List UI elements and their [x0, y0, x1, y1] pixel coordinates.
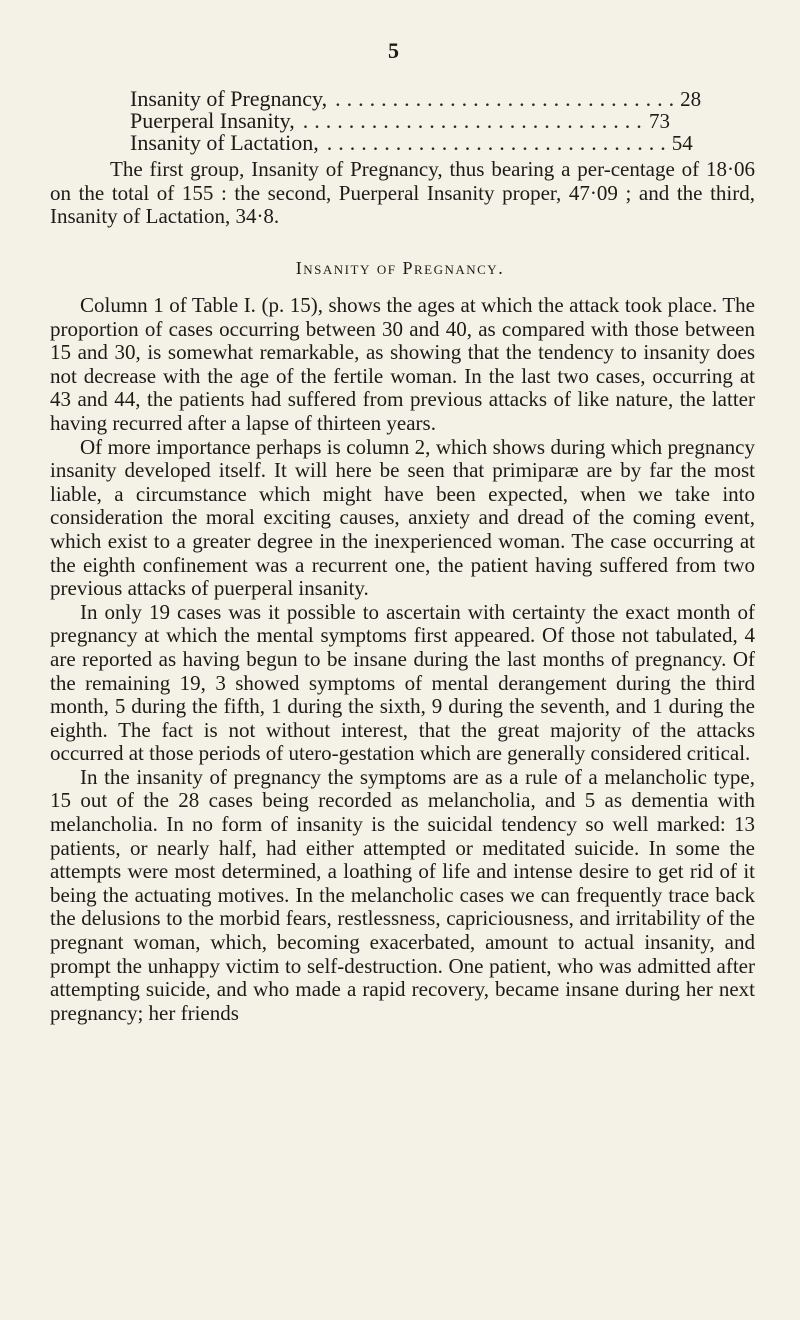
- dot-leader: ..............................: [302, 108, 648, 133]
- contents-page-number: 28: [680, 87, 702, 111]
- dot-leader: ..............................: [326, 130, 672, 155]
- contents-row: [130, 86, 702, 111]
- section-heading: Insanity of Pregnancy.: [295, 258, 505, 278]
- contents-page-number: 54: [671, 131, 693, 155]
- paragraph: In the insanity of pregnancy the symptoms are as a rule of a melancholic type, 15 out of the 28 cases being recorded as melancholia, and 5 as dementia with melancholia. In no form of insanity is the suicidal tendency so well marked: 13 patients, or nearly half, had either attempted or meditated suicide. In some the attempts were most determined, a loathing of life and intense desire to get rid of it being the actuating motives. In the melancholic cases we can frequently trace back the delusions to the morbid fears, restlessness, capriciousness, and irritability of the pregnant woman, which, becoming exacerbated, amount to actual insanity, and prompt the unhappy victim to self-destruction. One patient, who was admitted after attempting suicide, and who made a rapid recovery, became insane during her next pregnancy; her friends: [50, 764, 755, 1025]
- contents-list: [130, 86, 702, 155]
- paragraph: Of more importance perhaps is column 2, which shows during which pregnancy insanity developed itself. It will here be seen that primiparæ are by far the most liable, a circumstance which might have been expected, when we take into consideration the moral exciting causes, anxiety and dread of the coming event, which exist to a greater degree in the inexperienced woman. The case occurring at the eighth confinement was a recurrent one, the patient having suffered from two previous attacks of puerperal insanity.: [50, 434, 755, 601]
- dot-leader: ..............................: [335, 86, 681, 111]
- intro-paragraph: The first group, Insanity of Pregnancy, thus bearing a per-centage of 18·06 on the total of 155 : the second, Puerperal Insanity proper, 47·09 ; and the third, Insanity of Lactation, 34·8.: [50, 157, 755, 229]
- contents-page-number: 73: [649, 109, 670, 133]
- contents-row: [130, 110, 670, 132]
- paragraph: Column 1 of Table I. (p. 15), shows the ages at which the attack took place. The proportion of cases occurring between 30 and 40, as compared with those between 15 and 30, is somewhat remarkable, as showing that the tendency to insanity does not decrease with the age of the fertile woman. In the last two cases, occurring at 43 and 44, the patients had suffered from previous attacks of like nature, the latter having recurred after a lapse of thirteen years.: [50, 293, 755, 435]
- page-number: 5: [388, 38, 399, 63]
- contents-title: Insanity of Pregnancy,: [130, 86, 328, 111]
- main-text: [50, 294, 755, 1025]
- contents-row: [130, 130, 693, 155]
- paragraph: In only 19 cases was it possible to ascertain with certainty the exact month of pregnancy at which the mental symptoms first appeared. Of those not tabulated, 4 are reported as having begun to be insane during the last months of pregnancy. Of the remaining 19, 3 showed symptoms of mental derangement during the third month, 5 during the fifth, 1 during the sixth, 9 during the seventh, and 1 during the eighth. The fact is not without interest, that the great majority of the attacks occurred at those periods of utero-gestation which are generally considered critical.: [50, 599, 755, 766]
- contents-title: Insanity of Lactation,: [130, 130, 319, 155]
- contents-title: Puerperal Insanity,: [130, 108, 295, 133]
